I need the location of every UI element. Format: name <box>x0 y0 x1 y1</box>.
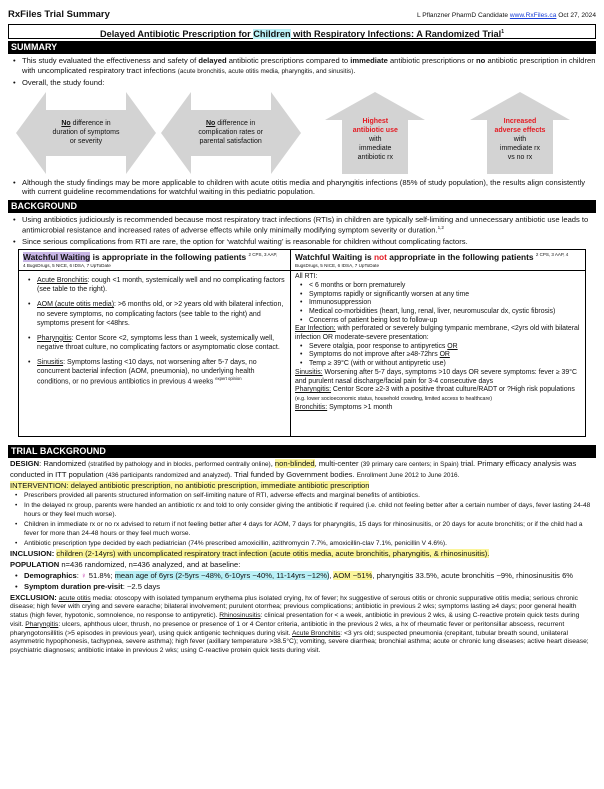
author: L Pflanzner PharmD Candidate <box>416 12 509 20</box>
criterion-bronchitis: • Acute Bronchitis: cough <1 month, systemically well and no complicating factors (see table to the right). <box>37 276 286 294</box>
title-post: with Respiratory Infections: A Randomized Trial <box>290 29 502 40</box>
title-pre: Delayed Antibiotic Prescription for <box>99 29 254 40</box>
summary-heading: SUMMARY <box>8 41 596 54</box>
summary-list-2 <box>8 178 596 198</box>
summary-bullet-2: • Overall, the study found: <box>22 78 596 88</box>
findings-arrows <box>16 92 590 174</box>
ww-appropriate-heading: Watchful Waiting is appropriate in the following patients $^{2 CPS, 3 AAP,}$ <box>23 252 278 263</box>
demographics-bullet: • Demographics: ♀ 51.8%; mean age of 6yrs (2-5yrs ~48%, 6-10yrs ~40%, 11-14yrs ~12%), AOM ~51%, pharyngitis 33.5%, acute bronchitis ~9%, rhinosinusitis 6% <box>24 571 594 581</box>
ww-not-heading: Watchful Waiting is not appropriate in the following patients $^{2 CPS, 3 AAP, 4}$ <box>295 252 569 263</box>
ww-not-criteria: All RTI: • < 6 months or born prematurely • Symptoms rapidly or significantly worsen at any time • Immunosuppression • Medical co-morbidities (heart, lung, renal, liver, neuromuscular dx, cystic fibrosis) • Concerns of patient being lost to follow-up Ear Infection: with perforated or severely bulging tympanic membrane, <2yrs old with bilateral infection OR moderate-severe presentation: • Severe otalgia, poor response to antipyretics OR • Symptoms do not improve after ≥48-72hrs OR • Temp ≥ 39°C (with or without antipyretic use) Sinusitis: Worsening after 5-7 days, symptoms >10 days OR severe symptoms: fever ≥ 39°C and purulent nasal discharge/facial pain for 3-4 consecutive days Pharyngitis: Centor Score ≥2-3 with a positive throat culture/RADT or ?High risk populations (e.g. lower socioeconomic status, household crowding, limited access to healthcare) Bronchitis: Symptoms >1 month <box>295 273 581 412</box>
page-header <box>8 7 596 21</box>
finding-arrow-4: Increased adverse effects with immediate rx vs no rx <box>450 92 590 174</box>
ww-not-refs: BugsDrugs, 5 NICE, 6 IDSA, 7 UpToDate <box>291 263 585 271</box>
summary-bullet-1: • This study evaluated the effectiveness and safety of delayed antibiotic prescriptions compared to immediate antibiotic prescriptions or no antibiotic prescription in children with uncomplicated respiratory tract infections (acute bronchitis, acute otitis media, pharyngitis, and sinusitis). <box>22 56 596 76</box>
criterion-sinusitis: • Sinusitis: Symptoms lasting <10 days, not worsening after 5-7 days, no concurrent bacterial infection (AOM, pneumonia), no underlying health conditions, or no previous antibiotics in previous 4 weeks $^{expert opinion}$ <box>37 358 286 387</box>
finding-arrow-1: No difference in duration of symptoms or severity <box>16 92 156 174</box>
document-title <box>8 24 596 39</box>
finding-arrow-3: Highest antibiotic use with immediate antibiotic rx <box>305 92 445 174</box>
header-title: RxFiles Trial Summary <box>8 8 110 20</box>
intervention-text: INTERVENTION: delayed antibiotic prescription, no antibiotic prescription, immediate antibiotic prescription <box>10 481 370 491</box>
trial-background <box>8 459 596 655</box>
title-highlight: Children <box>253 29 291 40</box>
background-list <box>8 215 596 247</box>
summary-list <box>8 56 596 88</box>
trial-heading: TRIAL BACKGROUND <box>8 445 596 458</box>
date: Oct 27, 2024 <box>558 12 596 20</box>
inclusion-text: INCLUSION: children (2-14yrs) with uncomplicated respiratory tract infection (acute otitis media, acute bronchitis, pharyngitis, & rhinosinusitis). <box>10 549 490 559</box>
header-meta <box>417 12 596 21</box>
female-icon: ♀ <box>80 570 87 580</box>
ww-appropriate-criteria <box>23 276 286 386</box>
ww-not-appropriate-column <box>291 250 585 436</box>
title-ref: 1 <box>501 29 505 35</box>
background-bullet-1: • Using antibiotics judiciously is recommended because most respiratory tract infections (RTIs) in children are typically self-limiting and unnecessary antibiotic use leads to antimicrobial resistance and increased rates of adverse effects while only minimally modifying symptom severity or duration.$^{1,2}$ <box>22 215 596 235</box>
background-heading: BACKGROUND <box>8 200 596 213</box>
design-text: DESIGN: Randomized (stratified by pathology and in blocks, performed centrally online), non-blinded, multi-center (39 primary care centers; in Spain) trial. Primary efficacy analysis was conducted in ITT population (436 participants randomized and analyzed). Trial funded by Government bodies. Enrollment June 2012 to June 2016. <box>10 459 577 479</box>
site-link[interactable]: www.RxFiles.ca <box>509 12 557 20</box>
watchful-waiting-table <box>18 249 586 437</box>
ww-appropriate-column <box>19 250 291 436</box>
background-bullet-2: • Since serious complications from RTI are rare, the option for ‘watchful waiting’ is reasonable for children without complicating factors. <box>22 237 596 247</box>
exclusion-text: EXCLUSION: acute otitis media: otoscopy with isolated tympanum erythema plus isolated crying, hx of fever; hx suggestive of serous otitis or chronic suppurative otitis media; serious chronic disease; high fever with crying and severe earache; bilateral involvement; purulent otorrhea; previous complications; antibiotic in previous 2 wks; symptoms lasting ≥4 days; poor general health status (high fever, hypotonic, somnolence, no response to antipyretic). Rhinosinusitis: clinical presentation for < a week, antibiotic in previous 2 wks, & using C-reactive protein quick tests during visit. Pharyngitis: ulcers, aphthous ulcer, thrush, no presence or presence of 1 or 4 Centor criteria, antibiotic in the previous 2 wks, a hx of rheumatic fever or peritonsillar abscess, recurrent pharyngotonsillitis (>5 episodes in previous year), using quick antigenic techniques during visit. Acute Bronchitis: <3 yrs old; suspected pneumonia (crepitant, tubular breath sound, unilateral asymmetric hypophonesis, tachypnea, severe asthma); high fever (axillary temperature >38.5°C); vomiting, severe diarrhea; bronchial asthma; acute or chronic lung diseases; active heart disease; psychiatric diagnoses; antibiotic intake in previous 2 wks; using C-reactive protein quick tests during visit. <box>10 592 589 654</box>
ww-appropriate-refs: 4 BugsDrugs, 5 NICE, 6 IDSA, 7 UpToDate <box>19 263 290 271</box>
criterion-aom: • AOM (acute otitis media): >6 months old, or >2 years old with bilateral infection, no severe symptoms, no complicating factors (see table to the right) and symptoms present for <48hrs. <box>37 300 286 327</box>
summary-bullet-3: • Although the study findings may be more applicable to children with acute otitis media and pharyngitis infections (85% of study population), the results align consistently with current guideline recommendations for watchful waiting in this pediatric population. <box>22 178 596 198</box>
intervention-list: • Prescribers provided all parents structured information on self-limiting nature of RTI, adverse effects and marginal benefits of antibiotics. • In the delayed rx group, parents were handed an antibiotic rx and told to only consider giving the antibiotic if required (i.e. child not feeling better after a certain number of days, fever lasting 24-48 hours or they feel much worse). • Children in immediate rx or no rx advised to return if not feeling better after 4 days for AOM, 7 days for pharyngitis, 15 days for rhinosinusitis, or 20 days for acute bronchitis; or if the child had a fever for more than 24-48 hours or they feel much worse. • Antibiotic prescription type decided by each pediatrician (74% prescribed amoxicillin, azithromycin 7.7%, amoxicillin-clav 7.1%, penicillin V 4.6%). <box>10 492 594 548</box>
population-text: POPULATION n=436 randomized, n=436 analyzed, and at baseline: <box>10 560 241 570</box>
finding-arrow-2: No difference in complication rates or parental satisfaction <box>161 92 301 174</box>
demographics <box>10 571 594 592</box>
criterion-pharyngitis: • Pharyngitis: Centor Score <2, symptoms less than 1 week, systemically well, negative throat culture, no complicating factors or asymptomatic close contact. <box>37 334 286 352</box>
symptom-duration-bullet: • Symptom duration pre-visit: ~2.5 days <box>24 582 594 592</box>
